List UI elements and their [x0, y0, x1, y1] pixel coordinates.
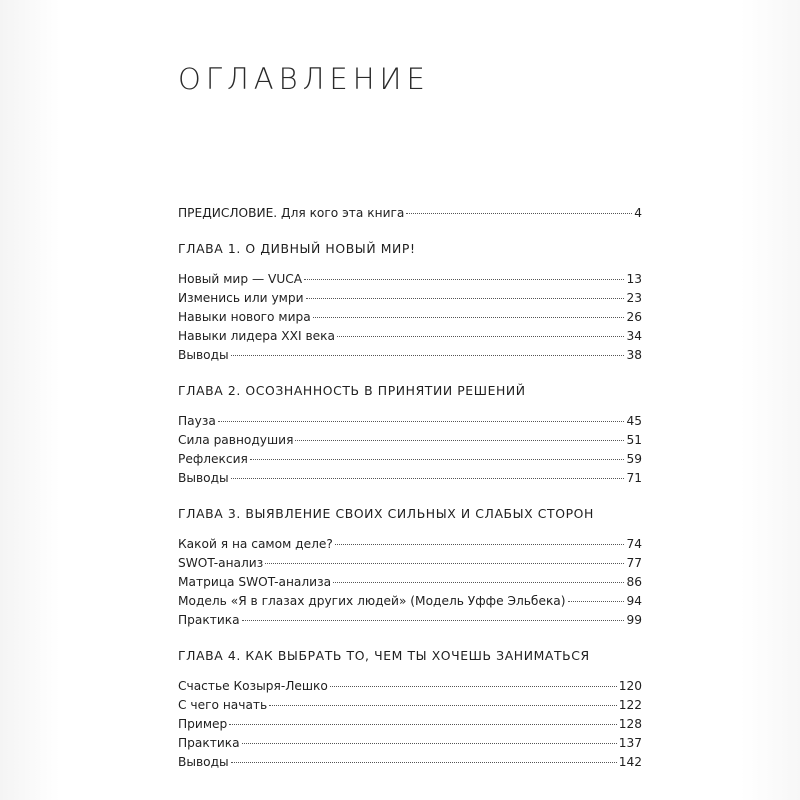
section-spacer [178, 400, 642, 412]
toc-entry-label: Сила равнодушия [178, 433, 294, 447]
section-spacer [178, 223, 642, 239]
dot-leader [218, 421, 625, 422]
toc-entry [178, 308, 642, 327]
toc-entry-page: 23 [626, 291, 642, 305]
dot-leader [269, 705, 617, 706]
section-spacer [178, 665, 642, 677]
dot-leader [231, 478, 625, 479]
toc-entry-page: 51 [626, 433, 642, 447]
dot-leader [265, 563, 624, 564]
toc-entry [178, 715, 642, 734]
dot-leader [250, 459, 625, 460]
dot-leader [333, 582, 624, 583]
chapter-heading: ГЛАВА 4. КАК ВЫБРАТЬ ТО, ЧЕМ ТЫ ХОЧЕШЬ ЗАНИМАТЬСЯ [178, 648, 590, 663]
toc-entry-label: Новый мир — VUCA [178, 272, 303, 286]
section-spacer [178, 258, 642, 270]
dot-leader [313, 317, 625, 318]
dot-leader [335, 544, 625, 545]
toc-entry-page: 122 [618, 698, 642, 712]
toc-entry-label: Практика [178, 736, 240, 750]
chapter-heading: ГЛАВА 2. ОСОЗНАННОСТЬ В ПРИНЯТИИ РЕШЕНИЙ [178, 383, 526, 398]
toc-entry [178, 412, 642, 431]
toc-entry-page: 137 [618, 736, 642, 750]
toc-entry-label: Модель «Я в глазах других людей» (Модель Уффе Эльбека) [178, 594, 566, 608]
toc-entry-preface [178, 204, 642, 223]
toc-entry [178, 734, 642, 753]
toc-entry-page: 71 [626, 471, 642, 485]
dot-leader [304, 279, 624, 280]
toc-entry-label: SWOT-анализ [178, 556, 264, 570]
dot-leader [242, 743, 617, 744]
toc-entry-label: Выводы [178, 755, 229, 769]
toc-entry [178, 611, 642, 630]
toc-entry-label: Практика [178, 613, 240, 627]
toc-entry-page: 142 [618, 755, 642, 769]
toc-entry-label: Выводы [178, 348, 229, 362]
toc-entry [178, 431, 642, 450]
dot-leader [568, 601, 625, 602]
chapter-heading: ГЛАВА 3. ВЫЯВЛЕНИЕ СВОИХ СИЛЬНЫХ И СЛАБЫХ СТОРОН [178, 506, 594, 521]
dot-leader [231, 762, 617, 763]
toc-entry-label: Пауза [178, 414, 216, 428]
toc-entry-page: 34 [626, 329, 642, 343]
toc-entry-label: Выводы [178, 471, 229, 485]
toc-entry [178, 573, 642, 592]
dot-leader [295, 440, 624, 441]
toc-entry-page: 38 [626, 348, 642, 362]
page-title: ОГЛАВЛЕНИЕ [178, 62, 430, 96]
toc-entry-page: 74 [626, 537, 642, 551]
toc-entry-label: Изменись или умри [178, 291, 304, 305]
toc-entry-page: 26 [626, 310, 642, 324]
section-spacer [178, 365, 642, 381]
chapters-list [178, 223, 642, 772]
toc-entry-label: Навыки лидера XXI века [178, 329, 335, 343]
toc-entry [178, 592, 642, 611]
dot-leader [330, 686, 617, 687]
toc-entry-page: 120 [618, 679, 642, 693]
section-spacer [178, 630, 642, 646]
toc-entry [178, 346, 642, 365]
toc-entry-label: ПРЕДИСЛОВИЕ. Для кого эта книга [178, 206, 405, 220]
toc-entry [178, 450, 642, 469]
toc-entry-page: 45 [626, 414, 642, 428]
toc-entry [178, 327, 642, 346]
toc-entry-page: 86 [626, 575, 642, 589]
chapter-heading: ГЛАВА 1. О ДИВНЫЙ НОВЫЙ МИР! [178, 241, 416, 256]
dot-leader [229, 724, 616, 725]
toc-entry-page: 77 [626, 556, 642, 570]
toc-entry [178, 696, 642, 715]
toc-entry-label: С чего начать [178, 698, 268, 712]
toc-entry [178, 289, 642, 308]
toc-entry-label: Матрица SWOT-анализа [178, 575, 332, 589]
toc-entry-page: 94 [626, 594, 642, 608]
dot-leader [242, 620, 625, 621]
dot-leader [337, 336, 624, 337]
toc-entry [178, 469, 642, 488]
toc-entry-label: Рефлексия [178, 452, 248, 466]
toc-entry-page: 13 [626, 272, 642, 286]
toc-entry-label: Счастье Козыря-Лешко [178, 679, 328, 693]
toc-entry [178, 554, 642, 573]
toc-entry [178, 535, 642, 554]
toc-entry [178, 753, 642, 772]
table-of-contents [178, 204, 642, 772]
dot-leader [406, 213, 632, 214]
toc-entry [178, 270, 642, 289]
toc-entry-label: Навыки нового мира [178, 310, 311, 324]
toc-entry-page: 4 [634, 206, 642, 220]
toc-entry-page: 99 [626, 613, 642, 627]
dot-leader [231, 355, 625, 356]
toc-entry [178, 677, 642, 696]
toc-entry-label: Какой я на самом деле? [178, 537, 333, 551]
toc-entry-page: 59 [626, 452, 642, 466]
section-spacer [178, 488, 642, 504]
section-spacer [178, 523, 642, 535]
toc-entry-label: Пример [178, 717, 228, 731]
dot-leader [306, 298, 625, 299]
toc-entry-page: 128 [618, 717, 642, 731]
